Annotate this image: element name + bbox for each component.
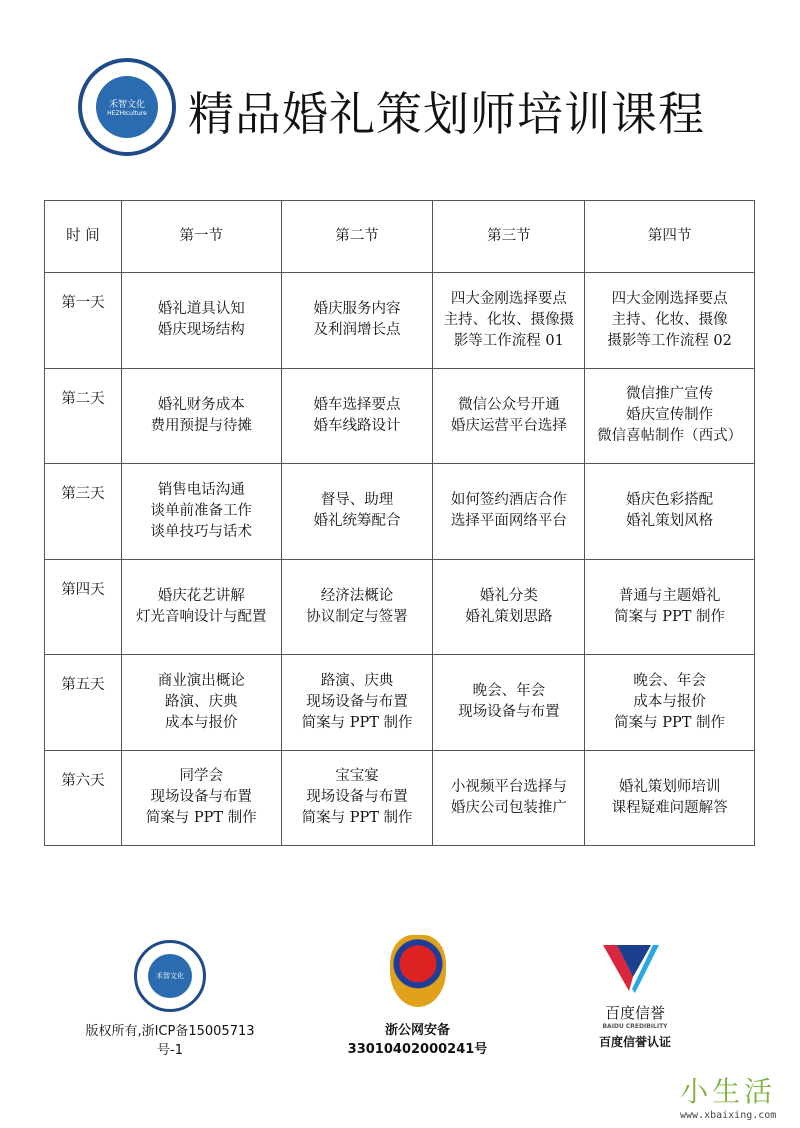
session-line: 简案与 PPT 制作: [614, 714, 726, 731]
session-line: 现场设备与布置: [306, 693, 408, 710]
session-cell: [121, 368, 281, 464]
session-line: 晚会、年会: [633, 672, 706, 689]
session-line: 影等工作流程 01: [453, 332, 564, 349]
session-line: 同学会: [179, 768, 224, 785]
session-line: 现场设备与布置: [150, 789, 253, 806]
session-line: 谈单技巧与话术: [150, 523, 253, 540]
column-header: 第四节: [585, 201, 755, 273]
session-line: 婚庆宣传制作: [626, 407, 714, 424]
baidu-credibility-block: [585, 945, 685, 1050]
session-cell: [433, 655, 585, 751]
session-line: 婚庆花艺讲解: [157, 587, 245, 604]
session-cell: [433, 559, 585, 655]
session-line: 主持、化妆、摄像: [611, 311, 728, 328]
table-row: [45, 273, 755, 369]
column-header: 第二节: [281, 201, 433, 273]
police-record-block: [325, 935, 510, 1057]
police-emblem-icon: [390, 935, 446, 1007]
session-cell: [281, 750, 433, 846]
session-cell: [281, 464, 433, 560]
session-cell: [433, 750, 585, 846]
page-title: 精品婚礼策划师培训课程: [188, 87, 705, 141]
baidu-v-logo-icon: [603, 945, 667, 995]
session-line: 婚礼策划师培训: [618, 778, 721, 795]
table-row: [45, 368, 755, 464]
session-line: 普通与主题婚礼: [618, 587, 721, 604]
session-line: 如何签约酒店合作: [450, 492, 567, 509]
baidu-logo-sub: BAIDU CREDIBILITY: [602, 1023, 668, 1030]
session-cell: [281, 655, 433, 751]
session-line: 成本与报价: [165, 714, 238, 731]
baidu-logo-name: 百度信誉: [604, 1004, 665, 1022]
day-cell: 第六天: [45, 750, 122, 846]
day-cell: 第三天: [45, 464, 122, 560]
company-logo: [78, 58, 176, 156]
session-cell: [585, 655, 755, 751]
session-line: 现场设备与布置: [458, 704, 560, 721]
column-header: 时 间: [45, 201, 122, 273]
session-line: 费用预提与待摊: [150, 417, 253, 434]
day-cell: 第一天: [45, 273, 122, 369]
session-line: 婚庆运营平台选择: [450, 417, 567, 434]
session-line: 商业演出概论: [157, 672, 245, 689]
session-cell: [433, 273, 585, 369]
session-line: 婚车线路设计: [313, 417, 401, 434]
session-line: 谈单前准备工作: [150, 502, 253, 519]
session-line: 微信喜帖制作（西式）: [597, 428, 743, 445]
column-header: 第三节: [433, 201, 585, 273]
session-line: 婚礼分类: [479, 587, 538, 604]
session-line: 婚礼财务成本: [157, 396, 245, 413]
session-line: 四大金刚选择要点: [611, 290, 728, 307]
session-line: 宝宝宴: [335, 768, 379, 785]
session-line: 简案与 PPT 制作: [301, 714, 413, 731]
session-cell: [281, 559, 433, 655]
table-row: [45, 559, 755, 655]
column-header: 第一节: [121, 201, 281, 273]
session-cell: [585, 559, 755, 655]
session-cell: [585, 273, 755, 369]
session-line: 微信公众号开通: [458, 396, 560, 413]
session-line: 选择平面网络平台: [450, 513, 567, 530]
logo-sub: HEZHIculture: [107, 110, 147, 117]
session-line: 灯光音响设计与配置: [136, 608, 267, 625]
copyright-block: [80, 940, 260, 1058]
session-cell: [121, 273, 281, 369]
session-line: 现场设备与布置: [306, 789, 408, 806]
session-line: 婚礼统筹配合: [313, 513, 401, 530]
session-line: 晚会、年会: [472, 683, 546, 700]
session-line: 协议制定与签署: [306, 608, 408, 625]
session-cell: [281, 368, 433, 464]
day-cell: 第五天: [45, 655, 122, 751]
session-line: 婚庆色彩搭配: [626, 492, 714, 509]
table-row: [45, 464, 755, 560]
table-row: [45, 750, 755, 846]
session-cell: [585, 750, 755, 846]
session-line: 婚庆现场结构: [157, 322, 245, 339]
session-cell: [433, 464, 585, 560]
session-line: 婚礼策划思路: [465, 608, 553, 625]
session-line: 小视频平台选择与: [450, 778, 567, 795]
watermark-url: www.xbaixing.com: [680, 1110, 777, 1121]
session-line: 婚车选择要点: [313, 396, 401, 413]
session-cell: [585, 368, 755, 464]
course-schedule-table: [44, 200, 755, 846]
watermark: [680, 1070, 776, 1121]
copyright-text: 版权所有,浙ICP备15005713号-1: [85, 1024, 255, 1058]
session-cell: [281, 273, 433, 369]
session-line: 主持、化妆、摄像摄: [443, 311, 575, 328]
session-line: 课程疑难问题解答: [611, 799, 728, 816]
session-line: 婚礼策划风格: [626, 513, 714, 530]
session-line: 路演、庆典: [320, 672, 394, 689]
session-line: 婚礼道具认知: [157, 301, 245, 318]
company-logo-small: 禾智文化: [134, 940, 206, 1012]
session-line: 经济法概论: [320, 587, 394, 604]
session-cell: [121, 559, 281, 655]
session-line: 成本与报价: [633, 693, 706, 710]
session-line: 简案与 PPT 制作: [301, 810, 413, 827]
session-line: 婚庆服务内容: [313, 301, 401, 318]
session-cell: [585, 464, 755, 560]
session-line: 销售电话沟通: [157, 481, 245, 498]
session-line: 婚庆公司包装推广: [450, 799, 567, 816]
session-line: 简案与 PPT 制作: [145, 810, 257, 827]
session-cell: [121, 464, 281, 560]
session-line: 及利润增长点: [313, 322, 401, 339]
police-record-text[interactable]: 浙公网安备 33010402000241号: [347, 1023, 488, 1057]
day-cell: 第四天: [45, 559, 122, 655]
session-line: 督导、助理: [320, 492, 394, 509]
session-cell: [121, 750, 281, 846]
session-cell: [433, 368, 585, 464]
session-line: 微信推广宣传: [626, 386, 714, 403]
session-line: 路演、庆典: [165, 693, 238, 710]
table-row: [45, 655, 755, 751]
baidu-label[interactable]: 百度信誉认证: [598, 1035, 671, 1049]
session-line: 简案与 PPT 制作: [614, 608, 726, 625]
day-cell: 第二天: [45, 368, 122, 464]
session-line: 四大金刚选择要点: [450, 290, 567, 307]
logo-name: 禾智文化: [108, 100, 145, 110]
session-line: 摄影等工作流程 02: [607, 332, 732, 349]
session-cell: [121, 655, 281, 751]
watermark-text: 小生活: [680, 1075, 777, 1108]
